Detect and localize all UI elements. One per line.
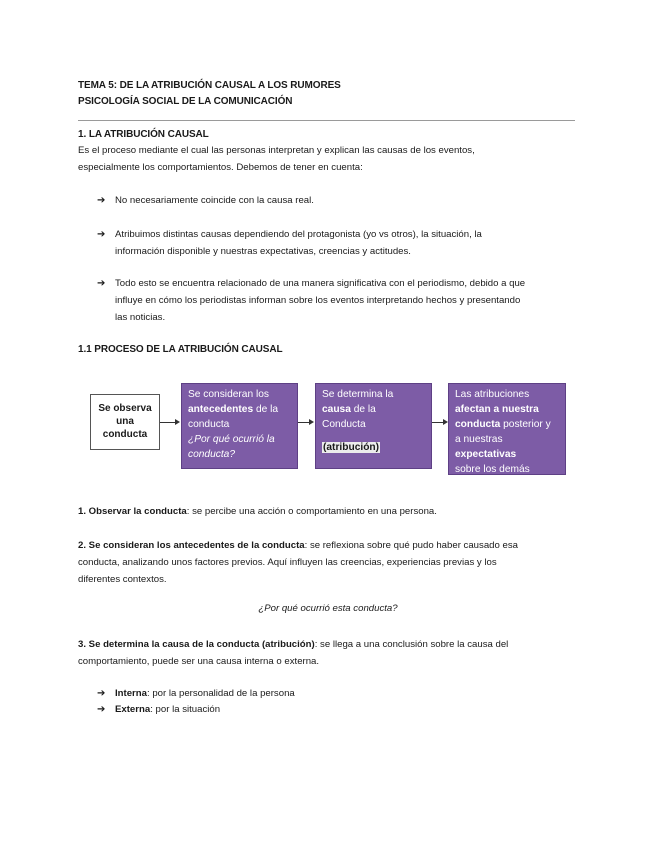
box-text: sobre los demás [455,464,530,475]
bullet-item [97,275,595,326]
sub-bullet-text: : por la situación [150,704,221,715]
document-subject: PSICOLOGÍA SOCIAL DE LA COMUNICACIÓN [78,96,293,107]
arrow-bullet-icon: ➔ [97,278,106,289]
box-text: Conducta [322,419,366,430]
step-title: 1. Observar la conducta [78,506,187,517]
box-text-rest: de la [350,404,376,415]
box-text-bold: conducta [455,419,501,430]
box-text: conducta [102,429,148,440]
header-divider [78,120,575,121]
box-text [322,402,425,417]
box-text-bold: expectativas [455,449,517,460]
box-text [188,402,291,417]
box-text: Las atribuciones [455,389,530,400]
sub-bullet-title: Interna [115,688,147,699]
box-text-rest: de la [253,404,279,415]
step-title: 2. Se consideran los antecedentes de la conducta [78,540,305,551]
connector-arrow [298,422,309,423]
bullet-text: información disponible y nuestras expectativas, creencias y actitudes. [115,246,411,257]
intro-line: Es el proceso mediante el cual las personas interpretan y explican las causas de los eventos, [78,145,475,156]
intro-line: especialmente los comportamientos. Debemos de tener en cuenta: [78,162,363,173]
box-text: una [116,416,134,427]
diagram-box-antecedents [181,383,298,469]
arrowhead-icon [309,419,314,425]
arrow-bullet-icon: ➔ [97,195,106,206]
section-heading-1-1: 1.1 PROCESO DE LA ATRIBUCIÓN CAUSAL [78,344,283,355]
document-title: TEMA 5: DE LA ATRIBUCIÓN CAUSAL A LOS RUMORES [78,80,341,91]
step-line: diferentes contextos. [78,574,167,585]
step-text: : se percibe una acción o comportamiento en una persona. [186,506,437,517]
arrow-bullet-icon: ➔ [97,688,106,699]
bullet-text: No necesariamente coincide con la causa real. [115,195,314,206]
sub-bullet-title: Externa [115,704,151,715]
box-text: a nuestras [455,434,503,445]
step-line: conducta, analizando unos factores previos. Aquí influyen las creencias, experiencias previas y los [78,557,497,568]
step-title: 3. Se determina la causa de la conducta (atribución) [78,639,315,650]
box-text: conducta [188,419,230,430]
section-intro [78,142,578,176]
arrow-bullet-icon: ➔ [97,229,106,240]
bullet-text: Atribuimos distintas causas dependiendo del protagonista (yo vs otros), la situación, la [115,229,482,240]
box-question: ¿Por qué ocurrió la [188,434,275,445]
box-text [322,440,425,455]
bullet-item [97,192,595,209]
box-text-bold: antecedentes [188,404,254,415]
bullet-text: influye en cómo los periodistas informan sobre los eventos interpretando hechos y presentando [115,295,521,306]
box-text: Se observa [98,403,152,414]
bullet-text: Todo esto se encuentra relacionado de una manera significativa con el periodismo, debido a que [115,278,526,289]
step-text: : se llega a una conclusión sobre la causa del [314,639,509,650]
highlighted-label: (atribución) [323,442,380,453]
sub-bullet-text: : por la personalidad de la persona [147,688,295,699]
sub-bullet-external [97,701,595,718]
box-text: Se determina la [322,389,394,400]
centered-question: ¿Por qué ocurrió esta conducta? [258,603,398,614]
box-text-rest: posterior y [500,419,551,430]
step-text: : se reflexiona sobre qué pudo haber causado esa [304,540,518,551]
box-text: Se consideran los [188,389,269,400]
step-1 [78,503,578,520]
box-question: conducta? [188,449,236,460]
diagram-box-cause [315,383,432,469]
bullet-text: las noticias. [115,312,166,323]
step-2 [78,537,578,588]
step-line [78,537,578,554]
bullet-item [97,226,595,260]
step-line: comportamiento, puede ser una causa interna o externa. [78,656,320,667]
arrow-bullet-icon: ➔ [97,704,106,715]
box-text-bold: afectan a nuestra [455,404,539,415]
connector-arrow [160,422,175,423]
connector-arrow [432,422,443,423]
step-3 [78,636,578,670]
box-text-bold: causa [322,404,351,415]
sub-bullet-internal [97,685,595,702]
step-line [78,636,578,653]
section-heading-1: 1. LA ATRIBUCIÓN CAUSAL [78,129,209,140]
diagram-box-observe [90,394,160,450]
diagram-box-effects [448,383,566,475]
box-text [455,417,559,432]
arrowhead-icon [175,419,180,425]
